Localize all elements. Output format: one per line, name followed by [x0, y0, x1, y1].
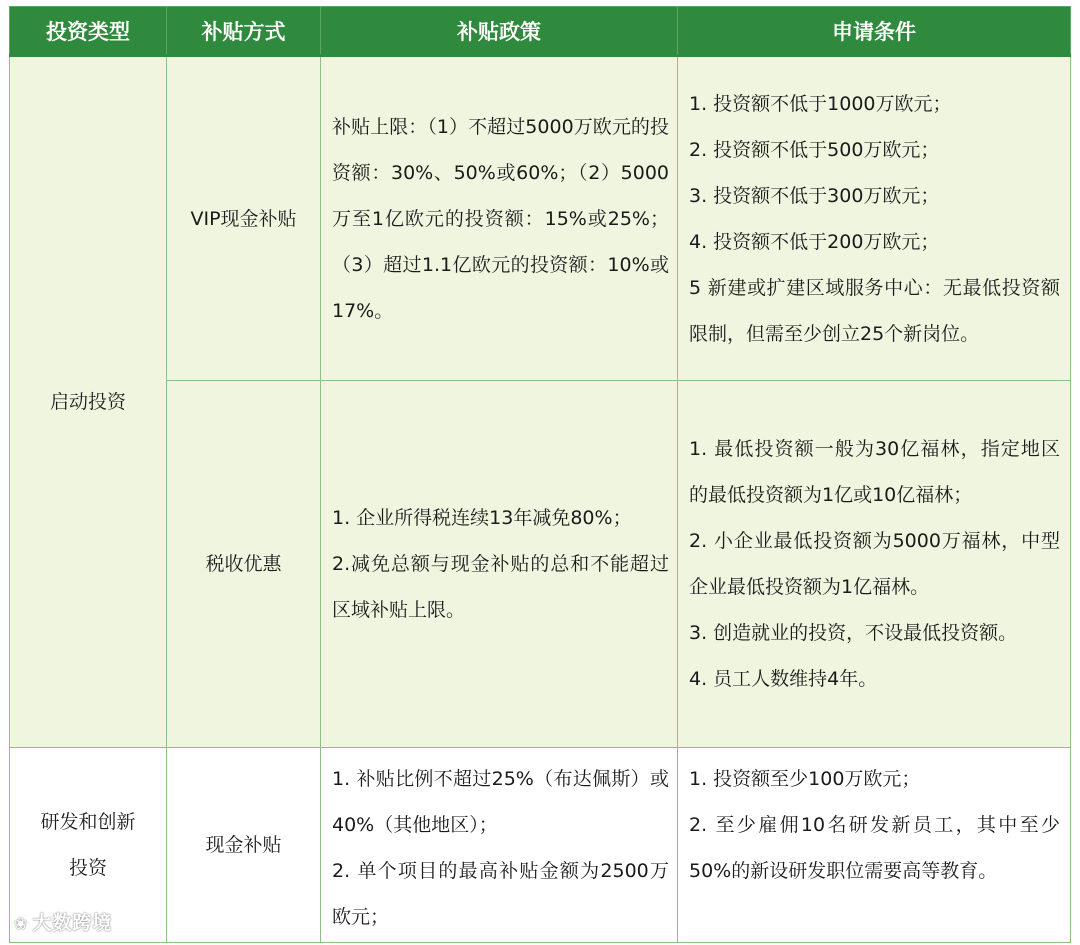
header-subsidy-method: 补贴方式: [167, 7, 321, 56]
condition-line: 5 新建或扩建区域服务中心：无最低投资额限制，但需至少创立25个新岗位。: [689, 276, 1060, 345]
header-conditions: 申请条件: [678, 7, 1071, 56]
watermark-text: 大数跨境: [32, 912, 113, 934]
header-subsidy-policy: 补贴政策: [321, 7, 678, 56]
condition-line: 2. 投资额不低于500万欧元；: [689, 138, 940, 161]
policy-line: 1. 补贴比例不超过25%（布达佩斯）或40%（其他地区）；: [332, 768, 669, 836]
table-row: [10, 381, 1071, 748]
subsidy-method-cell: 税收优惠: [167, 381, 321, 748]
condition-line: 1. 投资额不低于1000万欧元；: [689, 92, 952, 115]
subsidy-method-cell: 现金补贴: [167, 748, 321, 943]
investment-type-cell: 启动投资: [10, 56, 167, 748]
policy-table-container: [9, 6, 1070, 934]
policy-table: [9, 6, 1071, 943]
subsidy-method-cell: VIP现金补贴: [167, 56, 321, 381]
condition-line: 2. 至少雇佣10名研发新员工，其中至少50%的新设研发职位需要高等教育。: [689, 814, 1060, 882]
condition-line: 1. 投资额至少100万欧元；: [689, 768, 921, 790]
table-header-row: [10, 7, 1071, 56]
conditions-cell: [678, 381, 1071, 748]
policy-line: 1. 企业所得税连续13年减免80%；: [332, 507, 632, 529]
policy-line: 2. 单个项目的最高补贴金额为2500万欧元；: [332, 860, 669, 928]
policy-line: 2.减免总额与现金补贴的总和不能超过区域补贴上限。: [332, 553, 669, 621]
conditions-cell: [678, 748, 1071, 943]
paw-icon: ❀: [14, 914, 29, 933]
policy-line: 补贴上限：（1）不超过5000万欧元的投资额：30%、50%或60%；（2）5000万至1亿欧元的投资额：15%或25%；（3）超过1.1亿欧元的投资额：10%或17%。: [332, 115, 669, 322]
condition-line: 1. 最低投资额一般为30亿福林，指定地区的最低投资额为1亿或10亿福林；: [689, 438, 1060, 506]
conditions-cell: [678, 56, 1071, 381]
condition-line: 3. 创造就业的投资，不设最低投资额。: [689, 622, 1018, 644]
investment-type-cell: 研发和创新投资: [10, 748, 167, 943]
policy-cell: [321, 56, 678, 381]
watermark: [14, 908, 112, 935]
policy-cell: [321, 748, 678, 943]
condition-line: 4. 员工人数维持4年。: [689, 668, 878, 690]
policy-cell: [321, 381, 678, 748]
condition-line: 3. 投资额不低于300万欧元；: [689, 184, 940, 207]
table-row: [10, 748, 1071, 943]
table-row: [10, 56, 1071, 381]
condition-line: 2. 小企业最低投资额为5000万福林，中型企业最低投资额为1亿福林。: [689, 530, 1060, 598]
condition-line: 4. 投资额不低于200万欧元；: [689, 230, 940, 253]
header-investment-type: 投资类型: [10, 7, 167, 56]
